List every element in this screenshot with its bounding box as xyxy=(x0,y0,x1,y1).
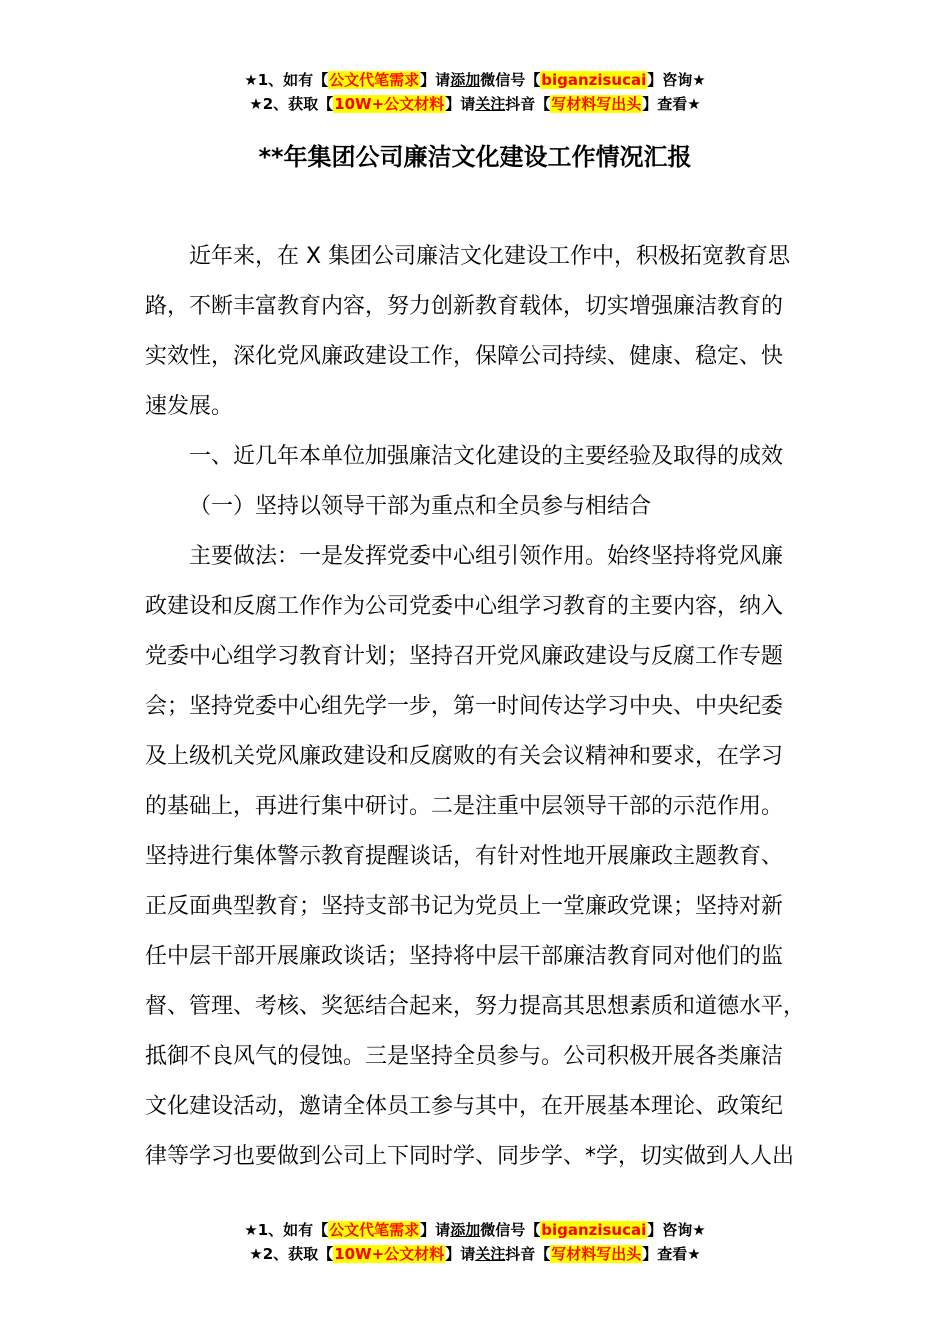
paragraph-main-practices xyxy=(145,532,835,1182)
text-line: 会；坚持党委中心组先学一步，第一时间传达学习中央、中央纪委 xyxy=(145,694,784,719)
promo-text: ★2、获取【 xyxy=(249,95,334,113)
section-subheading xyxy=(145,482,835,532)
promo-text: 微信号【 xyxy=(480,71,541,89)
promo-underlined-text: 关注 xyxy=(475,95,506,113)
promo-underlined-text: 添加 xyxy=(450,1221,481,1239)
promo-footer-bottom xyxy=(0,1218,950,1266)
text-line: 督、管理、考核、奖惩结合起来，努力提高其思想素质和道德水平， xyxy=(145,994,806,1019)
text-line: 主要做法：一是发挥党委中心组引领作用。始终坚持将党风廉 xyxy=(189,544,784,569)
text-line: 近年来，在 X 集团公司廉洁文化建设工作中，积极拓宽教育思 xyxy=(189,244,791,269)
text-line: 的基础上，再进行集中研讨。二是注重中层领导干部的示范作用。 xyxy=(145,794,784,819)
document-title: **年集团公司廉洁文化建设工作情况汇报 xyxy=(258,143,692,171)
text-line: 抵御不良风气的侵蚀。三是坚持全员参与。公司积极开展各类廉洁 xyxy=(145,1044,784,1069)
promo-text: 】请 xyxy=(445,1245,476,1263)
promo-text: ★2、获取【 xyxy=(249,1245,334,1263)
promo-underlined-text: 添加 xyxy=(450,71,481,89)
promo-text: 抖音【 xyxy=(505,95,551,113)
promo-text: 微信号【 xyxy=(480,1221,541,1239)
document-body xyxy=(145,232,835,1182)
promo-text: 】请 xyxy=(420,71,451,89)
promo-highlight: 10W+公文材料 xyxy=(334,95,445,113)
promo-text: 】请 xyxy=(445,95,476,113)
promo-text: 】查看★ xyxy=(642,1245,701,1263)
promo-text: 抖音【 xyxy=(505,1245,551,1263)
text-line: 任中层干部开展廉政谈话；坚持将中层干部廉洁教育同对他们的监 xyxy=(145,944,784,969)
text-line: 路，不断丰富教育内容，努力创新教育载体，切实增强廉洁教育的 xyxy=(145,294,784,319)
section-heading xyxy=(145,432,835,482)
text-line: 文化建设活动，邀请全体员工参与其中，在开展基本理论、政策纪 xyxy=(145,1094,784,1119)
promo-highlight: 10W+公文材料 xyxy=(334,1245,445,1263)
text-line: 实效性，深化党风廉政建设工作，保障公司持续、健康、稳定、快 xyxy=(145,344,784,369)
promo-line-2 xyxy=(0,1242,950,1266)
promo-highlight: 公文代笔需求 xyxy=(329,1221,420,1239)
promo-text: ★1、如有【 xyxy=(244,71,329,89)
promo-line-1 xyxy=(0,1218,950,1242)
promo-highlight: biganzisucai xyxy=(541,1221,647,1239)
promo-highlight: biganzisucai xyxy=(541,71,647,89)
promo-text: 】咨询★ xyxy=(647,1221,706,1239)
text-line: 党委中心组学习教育计划；坚持召开党风廉政建设与反腐工作专题 xyxy=(145,644,784,669)
heading-line: 一、近几年本单位加强廉洁文化建设的主要经验及取得的成效 xyxy=(189,444,784,469)
text-line: 速发展。 xyxy=(145,394,234,419)
promo-text: 】请 xyxy=(420,1221,451,1239)
promo-line-2 xyxy=(0,92,950,116)
promo-text: 】查看★ xyxy=(642,95,701,113)
promo-highlight: 公文代笔需求 xyxy=(329,71,420,89)
text-line: 及上级机关党风廉政建设和反腐败的有关会议精神和要求，在学习 xyxy=(145,744,784,769)
promo-text: ★1、如有【 xyxy=(244,1221,329,1239)
text-line: 政建设和反腐工作作为公司党委中心组学习教育的主要内容，纳入 xyxy=(145,594,784,619)
text-line: 律等学习也要做到公司上下同时学、同步学、*学，切实做到人人出 xyxy=(145,1144,795,1169)
promo-underlined-text: 关注 xyxy=(475,1245,506,1263)
text-line: 正反面典型教育；坚持支部书记为党员上一堂廉政党课；坚持对新 xyxy=(145,894,784,919)
promo-highlight: 写材料写出头 xyxy=(551,95,642,113)
promo-highlight: 写材料写出头 xyxy=(551,1245,642,1263)
paragraph-intro xyxy=(145,232,835,432)
promo-line-1 xyxy=(0,68,950,92)
text-line: 坚持进行集体警示教育提醒谈话，有针对性地开展廉政主题教育、 xyxy=(145,844,784,869)
promo-text: 】咨询★ xyxy=(647,71,706,89)
subheading-line: （一）坚持以领导干部为重点和全员参与相结合 xyxy=(189,494,652,519)
promo-header-top xyxy=(0,68,950,116)
